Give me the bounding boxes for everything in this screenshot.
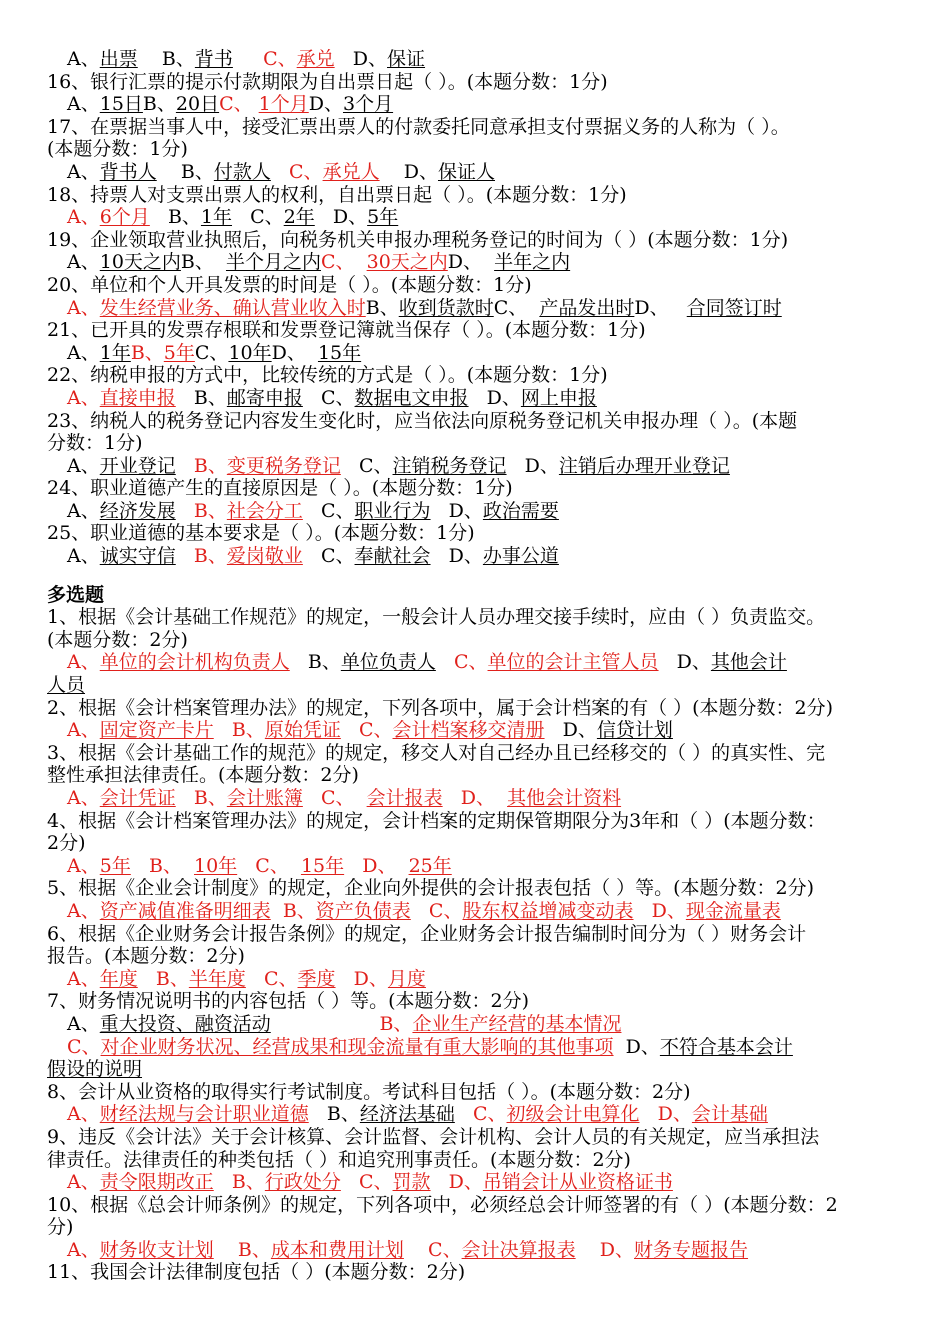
answer-text-highlighted: C、 [410,899,463,922]
answer-text-highlighted: 对企业财务状况、经营成果和现金流量有重大影响的其他事项 [100,1035,614,1058]
text-segment: C、 [302,386,355,409]
answer-text-highlighted: D、 [442,787,508,809]
text-segment: B、 [180,251,226,274]
text-segment: B、 [137,48,195,70]
answer-options-line [47,1036,913,1059]
text-segment: D、 [634,296,687,319]
answer-text-highlighted: 15年 [300,854,345,877]
answer-text: 1年 [99,341,131,364]
answer-text-highlighted: B、 [193,545,227,568]
question-line [47,877,913,900]
answer-text-highlighted: A、 [67,1238,100,1261]
text-segment: A、 [67,48,100,70]
answer-text-highlighted: C、 [263,48,297,70]
text-segment: D、 [506,454,559,477]
answer-text: 经济法基础 [359,1103,455,1126]
answer-options-line [47,968,913,991]
answer-text-highlighted: A、 [67,296,100,319]
answer-text: 诚实守信 [99,545,176,568]
answer-text-highlighted: 年度 [99,967,138,990]
answer-text-highlighted: 固定资产卡片 [99,719,214,742]
answer-text-highlighted: B、 [175,787,227,809]
answer-text-highlighted: D、 [335,967,388,990]
answer-text: 合同签订时 [686,296,782,319]
text-segment: D、 [334,48,388,70]
text-segment: D、 [379,160,438,183]
answer-text-highlighted: 5年 [99,854,131,877]
question-line [47,71,913,94]
answer-text-highlighted: 承兑 [296,48,335,70]
answer-options-line [47,1013,913,1036]
answer-text-highlighted: C、 [320,251,367,274]
answer-text: 半个月之内 [225,251,321,274]
answer-text-highlighted: C、 [403,1238,462,1261]
answer-text: 付款人 [213,160,271,183]
question-line [47,742,913,765]
text-segment: B、 [175,386,227,409]
answer-text: 15年 [317,341,362,364]
answer-text: 5年 [367,206,399,229]
question-line [47,810,913,833]
question-line [47,229,913,252]
answer-text: 背书 [194,48,233,70]
question-line [47,1194,913,1217]
question-line [47,832,913,855]
question-line [47,923,913,946]
text-segment: 9、违反《会计法》关于会计核算、会计监督、会计机构、会计人员的有关规定，应当承担法 [47,1125,820,1148]
question-line [47,1081,913,1104]
question-line [47,274,913,297]
answer-text-highlighted: B、 [130,854,194,877]
text-segment: 17、在票据当事人中，接受汇票出票人的付款委托同意承担支付票据义务的人称为（ ）。 [47,115,790,138]
answer-options-line [47,855,913,878]
question-line [47,116,913,139]
answer-text-highlighted: 会计决算报表 [461,1238,576,1261]
answer-text-highlighted: B、 [213,1171,265,1194]
text-segment: 5、根据《企业会计制度》的规定，企业向外提供的会计报表包括（ ）等。(本题分数：2分) [47,877,815,900]
text-segment: 4、根据《会计档案管理办法》的规定，会计档案的定期保管期限分为3年和（ ）(本题分数： [47,809,826,832]
answer-text: 其他会计 [710,651,787,674]
text-segment: D、 [613,1035,660,1058]
answer-text-highlighted: D、 [430,1171,483,1194]
answer-text: 10天之内 [99,251,181,274]
answer-options-line [47,787,913,810]
answer-text-highlighted: C、 [289,160,323,183]
answer-text: 邮寄申报 [226,386,303,409]
answer-text-highlighted: 单位的会计机构负责人 [99,651,290,674]
answer-text: 人员 [47,674,86,697]
text-segment: A、 [67,1012,100,1035]
answer-text: 10年 [228,341,272,364]
answer-text: 职业行为 [354,499,431,522]
text-segment: 11、我国会计法律制度包括（ ）(本题分数：2分) [47,1261,466,1284]
answer-text-highlighted: 财务收支计划 [99,1238,214,1261]
text-segment: A、 [67,341,100,364]
answer-text-highlighted: 罚款 [392,1171,431,1194]
text-segment: 16、银行汇票的提示付款期限为自出票日起（ ）。(本题分数：1分) [47,70,608,93]
text-segment: 21、已开具的发票存根联和发票登记簿就当保存（ ）。(本题分数：1分) [47,319,646,342]
answer-text-highlighted: A、 [67,1103,100,1126]
answer-text-highlighted: D、 [633,899,686,922]
answer-text-highlighted: 原始凭证 [264,719,341,742]
answer-text-highlighted: 成本和费用计划 [270,1238,404,1261]
answer-text-highlighted: 责令限期改正 [99,1171,214,1194]
answer-text: 注销后办理开业登记 [558,454,730,477]
text-segment: (本题分数：1分) [47,138,188,161]
text-segment: A、 [67,93,100,116]
section-gap [47,568,913,584]
answer-text-highlighted: A、 [67,719,100,742]
answer-text-highlighted: 爱岗敬业 [226,545,303,568]
text-segment [436,651,454,673]
text-segment: B、 [156,160,214,183]
answer-text-highlighted: 会计账簿 [226,787,303,809]
text-segment: 分) [47,1216,74,1239]
answer-text: 奉献社会 [354,545,431,568]
text-segment: 律责任。法律责任的种类包括（ ）和追究刑事责任。(本题分数：2分) [47,1148,631,1171]
exam-document [47,48,913,1284]
answer-text-highlighted: A、 [67,206,100,229]
answer-text-highlighted: B、 [130,341,164,364]
text-segment [233,48,263,70]
answer-text: 产品发出时 [539,296,635,319]
answer-text-highlighted: 5年 [163,341,195,364]
question-line [47,697,913,720]
answer-text: 假设的说明 [47,1058,143,1081]
answer-text-highlighted: C、 [67,1035,101,1058]
answer-text: 注销税务登记 [392,454,507,477]
text-segment: B、 [149,206,201,229]
text-segment: 分数：1分) [47,432,143,455]
answer-text-highlighted: B、 [213,1238,271,1261]
answer-text: 收到货款时 [398,296,494,319]
text-segment: 25、职业道德的基本要求是（ ）。(本题分数：1分) [47,522,475,545]
text-segment: D、 [468,386,521,409]
answer-text: 重大投资、融资活动 [99,1012,271,1035]
answer-options-line [47,1171,913,1194]
text-segment: C、 [232,206,284,229]
question-line [47,477,913,500]
text-segment: 报告。(本题分数：2分) [47,945,245,968]
question-line [47,364,913,387]
text-segment: B、 [365,296,399,319]
text-segment: B、 [308,1103,360,1126]
answer-text-highlighted: A、 [67,854,100,877]
text-segment [271,161,289,183]
answer-text-highlighted: B、 [193,499,227,522]
answer-text-highlighted: 财务专题报告 [634,1238,749,1261]
text-segment: 18、持票人对支票出票人的权利，自出票日起（ ）。(本题分数：1分) [47,183,627,206]
answer-text-highlighted: 初级会计电算化 [506,1103,640,1126]
answer-text-highlighted: 6个月 [99,206,150,229]
answer-options-line [47,297,913,320]
text-segment: 10、根据《总会计师条例》的规定，下列各项中，必须经总会计师签署的有（ ）(本题分数：2 [47,1193,838,1216]
answer-text: 出票 [99,48,138,70]
question-line [47,138,913,161]
answer-text-highlighted: 现金流量表 [685,899,781,922]
answer-text-highlighted: 单位的会计主管人员 [487,651,659,674]
answer-text: 2年 [283,206,315,229]
answer-text-highlighted: A、 [67,787,100,809]
answer-text-highlighted: 直接申报 [99,386,176,409]
answer-text: 政治需要 [482,499,559,522]
text-segment: D、 [430,499,483,522]
text-segment: D、 [658,651,711,674]
answer-text: 不符合基本会计 [659,1035,793,1058]
answer-text-highlighted: 发生经营业务、确认营业收入时 [99,296,366,319]
text-segment: B、 [289,651,341,674]
answer-text-highlighted: C、 [340,1171,393,1194]
text-segment: D、 [447,251,495,274]
text-segment: C、 [340,454,393,477]
text-segment: 3、根据《会计基础工作的规范》的规定，移交人对自己经办且已经移交的（ ）的真实性、完 [47,741,826,764]
answer-text-highlighted: A、 [67,386,100,409]
section-heading [47,584,913,607]
answer-text-highlighted: D、 [639,1103,692,1126]
answer-text: 经济发展 [99,499,176,522]
answer-text: 保证 [387,48,426,70]
text-segment: 22、纳税申报的方式中，比较传统的方式是（ ）。(本题分数：1分) [47,364,608,387]
text-segment: A、 [67,251,100,274]
answer-text-highlighted: D、 [344,854,409,877]
question-line [47,606,913,629]
answer-options-line [47,455,913,478]
text-segment: C、 [493,296,540,319]
answer-text-highlighted: 资产负债表 [315,899,411,922]
answer-text-highlighted: 会计基础 [691,1103,768,1126]
answer-text-highlighted: D、 [575,1238,635,1261]
answer-text-highlighted: 月度 [387,967,426,990]
answer-text-highlighted: B、 [379,1012,413,1035]
text-segment: D、 [314,206,368,229]
text-segment: 7、财务情况说明书的内容包括（ ）等。(本题分数：2分) [47,990,530,1013]
answer-text-highlighted: 社会分工 [226,499,303,522]
answer-text-highlighted: 30天之内 [366,251,448,274]
text-segment: A、 [67,454,100,477]
text-segment: (本题分数：2分) [47,628,188,651]
question-line [47,1126,913,1149]
question-line [47,764,913,787]
text-segment [271,1013,380,1035]
answer-text-highlighted: A、 [67,899,100,922]
question-line [47,945,913,968]
question-line [47,674,913,697]
answer-text: 数据电文申报 [354,386,469,409]
text-segment [176,545,194,567]
answer-text: 背书人 [99,160,157,183]
answer-text-highlighted: C、 [245,967,298,990]
text-segment: 整性承担法律责任。(本题分数：2分) [47,764,359,787]
answer-options-line [47,342,913,365]
answer-text-highlighted: 会计档案移交清册 [392,719,545,742]
answer-text-highlighted: 其他会计资料 [507,787,622,809]
question-line [47,1058,913,1081]
answer-text-highlighted: 1个月 [258,93,309,116]
text-segment: 23、纳税人的税务登记内容发生变化时，应当依法向原税务登记机关申报办理（ ）。(本题 [47,409,798,432]
question-line [47,1261,913,1284]
text-segment: A、 [67,499,100,522]
text-segment: D、 [271,341,318,364]
answer-text: 3个月 [342,93,394,116]
answer-text-highlighted: B、 [137,967,189,990]
answer-text: 1年 [200,206,233,229]
text-segment [176,500,194,522]
text-segment: D、 [308,93,343,116]
answer-text-highlighted: A、 [67,967,100,990]
answer-options-line [47,206,913,229]
answer-text-highlighted: 10年 [194,854,238,877]
text-segment: 多选题 [47,583,105,606]
question-line [47,629,913,652]
question-line [47,1216,913,1239]
text-segment: B、 [142,93,176,116]
answer-text-highlighted: B、 [270,899,316,922]
text-segment: 8、会计从业资格的取得实行考试制度。考试科目包括（ ）。(本题分数：2分) [47,1080,691,1103]
answer-options-line [47,1239,913,1262]
text-segment: 24、职业道德产生的直接原因是（ ）。(本题分数：1分) [47,477,513,500]
text-segment [455,1103,473,1125]
answer-text-highlighted: B、 [213,719,265,742]
text-segment: 2、根据《会计档案管理办法》的规定，下列各项中，属于会计档案的有（ ）(本题分数：2分) [47,696,834,719]
question-line [47,184,913,207]
question-line [47,319,913,342]
answer-options-line [47,161,913,184]
answer-text-highlighted: C、 [340,719,393,742]
answer-options-line [47,651,913,674]
answer-text-highlighted: C、 [472,1103,507,1126]
text-segment: C、 [302,545,355,568]
answer-text-highlighted: 企业生产经营的基本情况 [412,1012,622,1035]
question-line [47,990,913,1013]
answer-text-highlighted: 季度 [297,967,336,990]
text-segment: 6、根据《企业财务会计报告条例》的规定，企业财务会计报告编制时间分为（ ）财务会计 [47,922,807,945]
answer-text: 单位负责人 [340,651,436,674]
answer-text-highlighted: 变更税务登记 [226,454,341,477]
answer-text: 信贷计划 [596,719,673,742]
text-segment: 20、单位和个人开具发票的时间是（ ）。(本题分数：1分) [47,273,532,296]
text-segment: 19、企业领取营业执照后，向税务机关申报办理税务登记的时间为（ ）(本题分数：1分) [47,228,789,251]
answer-text-highlighted: C、 [219,93,259,116]
answer-text-highlighted: C、 [237,854,301,877]
question-line [47,522,913,545]
answer-options-line [47,900,913,923]
answer-text-highlighted: 股东权益增减变动表 [462,899,634,922]
answer-options-line [47,387,913,410]
text-segment: D、 [544,719,597,742]
text-segment [176,455,194,477]
text-segment: A、 [67,545,100,568]
answer-text-highlighted: 行政处分 [264,1171,341,1194]
answer-text: 15日 [99,93,143,116]
answer-text: 20日 [175,93,220,116]
text-segment: 1、根据《会计基础工作规范》的规定，一般会计人员办理交接手续时，应由（ ）负责监交。 [47,606,826,629]
question-line [47,1149,913,1172]
answer-text-highlighted: 资产减值准备明细表 [99,899,271,922]
answer-text-highlighted: B、 [193,454,227,477]
answer-text: 半年之内 [494,251,571,274]
question-line [47,432,913,455]
answer-options-line [47,93,913,116]
answer-options-line [47,1103,913,1126]
text-segment: 2分) [47,832,86,855]
answer-text-highlighted: 半年度 [188,967,246,990]
answer-text-highlighted: 吊销会计从业资格证书 [482,1171,673,1194]
answer-text-highlighted: 承兑人 [322,160,380,183]
answer-text-highlighted: A、 [67,651,100,674]
answer-text: 保证人 [437,160,495,183]
answer-text-highlighted: 25年 [408,854,452,877]
answer-text-highlighted: 会计报表 [366,787,443,809]
answer-text: 办事公道 [482,545,559,568]
text-segment: D、 [430,545,483,568]
answer-options-line [47,500,913,523]
answer-text-highlighted: C、 [453,651,488,674]
answer-text-highlighted: C、 [302,787,367,809]
text-segment: A、 [67,160,100,183]
answer-options-line [47,251,913,274]
answer-text: 网上申报 [520,386,597,409]
text-segment: C、 [302,499,355,522]
text-segment: C、 [194,341,229,364]
question-line [47,410,913,433]
answer-text-highlighted: 财经法规与会计职业道德 [99,1103,309,1126]
answer-text-highlighted: A、 [67,1171,100,1194]
answer-options-line [47,48,913,71]
answer-options-line [47,545,913,568]
answer-text-highlighted: 会计凭证 [99,787,176,809]
answer-options-line [47,719,913,742]
answer-text: 开业登记 [99,454,176,477]
